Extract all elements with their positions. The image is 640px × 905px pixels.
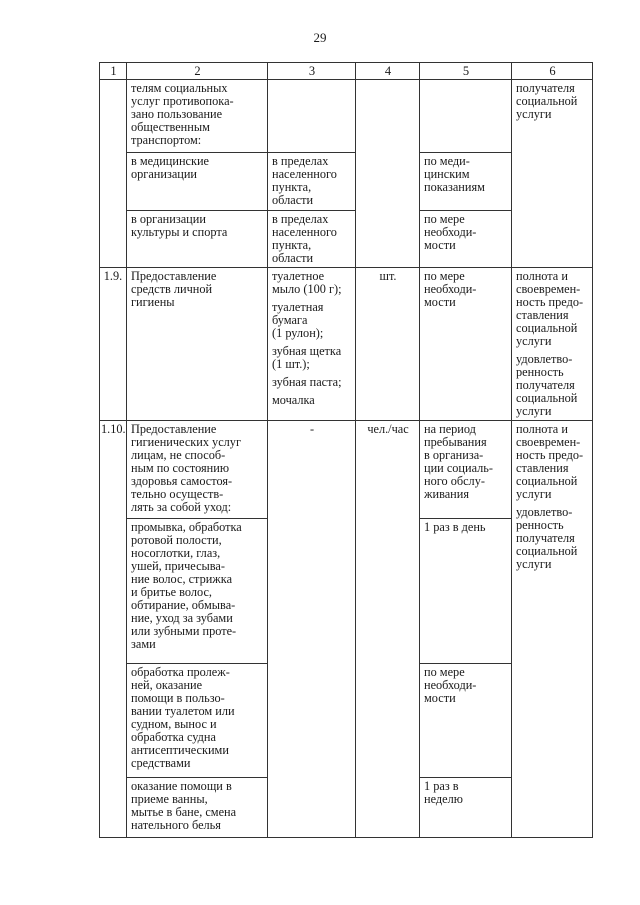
header-cell-2: 2 — [127, 63, 268, 80]
cell-periodicity: по мере необходи- мости — [420, 268, 512, 421]
cell-number: 1.9. — [100, 268, 127, 421]
cell-criteria: получателя социальной услуги — [512, 80, 593, 268]
cell-description: промывка, обработка ротовой полости, носоглотки, глаз, ушей, причесыва- ние волос, стрижка и бритье волос, обтирание, обмыва- ние, уход за зубами или зубными проте- зами — [127, 519, 268, 664]
header-cell-5: 5 — [420, 63, 512, 80]
cell-periodicity: на период пребывания в организа- ции социаль- ного обслу- живания — [420, 421, 512, 519]
cell-unit: шт. — [356, 268, 420, 421]
cell-periodicity: по мере необходи- мости — [420, 211, 512, 268]
cell-volume: - — [268, 421, 356, 838]
cell-unit: чел./час — [356, 421, 420, 838]
cell-description: в организации культуры и спорта — [127, 211, 268, 268]
cell-description: Предоставление гигиенических услуг лицам, не способ- ным по состоянию здоровья самостоя- тельно осуществ- лять за собой уход: — [127, 421, 268, 519]
cell-periodicity: по меди- цинским показаниям — [420, 153, 512, 211]
table-row — [100, 421, 593, 519]
cell-periodicity: по мере необходи- мости — [420, 664, 512, 778]
cell-volume: в пределах населенного пункта, области — [268, 211, 356, 268]
cell-periodicity: 1 раз в день — [420, 519, 512, 664]
cell-description: оказание помощи в приеме ванны, мытье в бане, смена нательного белья — [127, 778, 268, 838]
page-number: 29 — [313, 30, 327, 45]
header-cell-4: 4 — [356, 63, 420, 80]
table-row — [100, 268, 593, 421]
header-cell-1: 1 — [100, 63, 127, 80]
header-row — [100, 63, 593, 80]
cell-criteria: полнота и своевремен- ность предо- ставления социальной услуги удовлетво- ренность получателя социальной услуги — [512, 268, 593, 421]
cell-volume: в пределах населенного пункта, области — [268, 153, 356, 211]
cell-periodicity: 1 раз в неделю — [420, 778, 512, 838]
cell-number: 1.10. — [100, 421, 127, 838]
cell-description: телям социальных услуг противопока- зано пользование общественным транспортом: — [127, 80, 268, 153]
header-cell-3: 3 — [268, 63, 356, 80]
cell-description: в медицинские организации — [127, 153, 268, 211]
table-row — [100, 80, 593, 153]
cell-description: обработка пролеж- ней, оказание помощи в пользо- вании туалетом или судном, вынос и обработка судна антисептическими средствами — [127, 664, 268, 778]
header-cell-6: 6 — [512, 63, 593, 80]
cell-description: Предоставление средств личной гигиены — [127, 268, 268, 421]
cell-volume: туалетное мыло (100 г); туалетная бумага (1 рулон); зубная щетка (1 шт.); зубная паста; мочалка — [268, 268, 356, 421]
services-table — [99, 62, 593, 838]
cell-criteria: полнота и своевремен- ность предо- ставления социальной услуги удовлетво- ренность получателя социальной услуги — [512, 421, 593, 838]
